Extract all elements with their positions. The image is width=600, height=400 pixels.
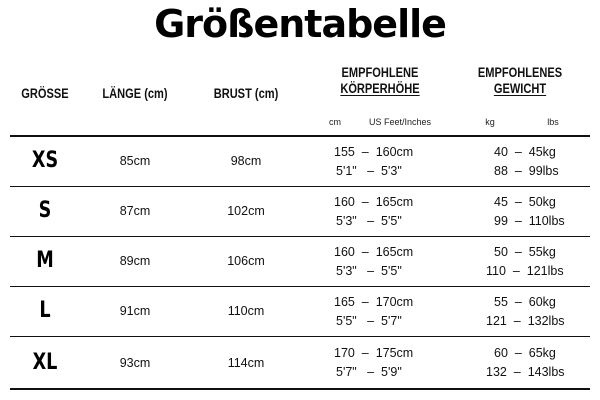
length-value: 89cm [119, 254, 151, 268]
row-divider [10, 286, 590, 287]
header-weight-line2: GEWICHT [493, 81, 547, 96]
weight-kg-range: 45 – 50kg [494, 195, 556, 209]
weight-lbs-range: 88 – 99lbs [494, 164, 559, 178]
weight-kg-range: 60 – 65kg [494, 346, 556, 360]
weight-lbs-range: 110 – 121lbs [486, 264, 564, 278]
weight-kg-range: 50 – 55kg [494, 245, 556, 259]
header-weight [467, 65, 574, 97]
row-divider [10, 236, 590, 237]
row-divider [10, 336, 590, 337]
height-ft-range: 5'3" – 5'5" [336, 214, 402, 228]
weight-kg-range: 55 – 60kg [494, 295, 556, 309]
chest-value: 106cm [227, 254, 265, 268]
length-value: 85cm [119, 154, 151, 168]
row-divider [10, 186, 590, 187]
header-height-line1: EMPFOHLENE [341, 65, 419, 80]
length-value: 93cm [119, 356, 151, 370]
chest-value: 102cm [227, 204, 265, 218]
subheader-kg: kg [485, 117, 495, 127]
header-chest: BRUST (cm) [213, 86, 279, 101]
header-height [319, 65, 442, 97]
weight-lbs-range: 132 – 143lbs [486, 365, 565, 379]
chest-value: 114cm [227, 356, 265, 370]
size-label: M [36, 248, 54, 273]
weight-lbs-range: 121 – 132lbs [486, 314, 565, 328]
height-cm-range: 160 – 165cm [334, 245, 414, 259]
height-ft-range: 5'7" – 5'9" [336, 365, 402, 379]
header-divider [10, 135, 590, 137]
length-value: 87cm [119, 204, 151, 218]
header-size: GRÖSSE [21, 86, 69, 101]
height-ft-range: 5'3" – 5'5" [336, 264, 402, 278]
height-cm-range: 160 – 165cm [334, 195, 414, 209]
weight-lbs-range: 99 – 110lbs [494, 214, 565, 228]
header-height-line2: KÖRPERHÖHE [340, 81, 420, 96]
size-label: XL [32, 350, 58, 375]
header-weight-line1: EMPFOHLENES [477, 65, 563, 80]
size-label: XS [31, 148, 59, 173]
weight-kg-range: 40 – 45kg [494, 145, 556, 159]
height-ft-range: 5'1" – 5'3" [336, 164, 402, 178]
height-cm-range: 165 – 170cm [334, 295, 414, 309]
subheader-us: US Feet/Inches [368, 117, 432, 127]
height-ft-range: 5'5" – 5'7" [336, 314, 402, 328]
subheader-cm: cm [329, 117, 341, 127]
size-label: S [38, 198, 52, 223]
subheader-lbs: lbs [547, 117, 559, 127]
height-cm-range: 170 – 175cm [334, 346, 414, 360]
table-bottom-border [10, 388, 590, 390]
chest-value: 110cm [227, 304, 265, 318]
length-value: 91cm [119, 304, 151, 318]
size-label: L [39, 298, 51, 323]
header-length: LÄNGE (cm) [102, 86, 168, 101]
height-cm-range: 155 – 160cm [334, 145, 414, 159]
chest-value: 98cm [230, 154, 262, 168]
page-title: Größentabelle [154, 2, 446, 46]
